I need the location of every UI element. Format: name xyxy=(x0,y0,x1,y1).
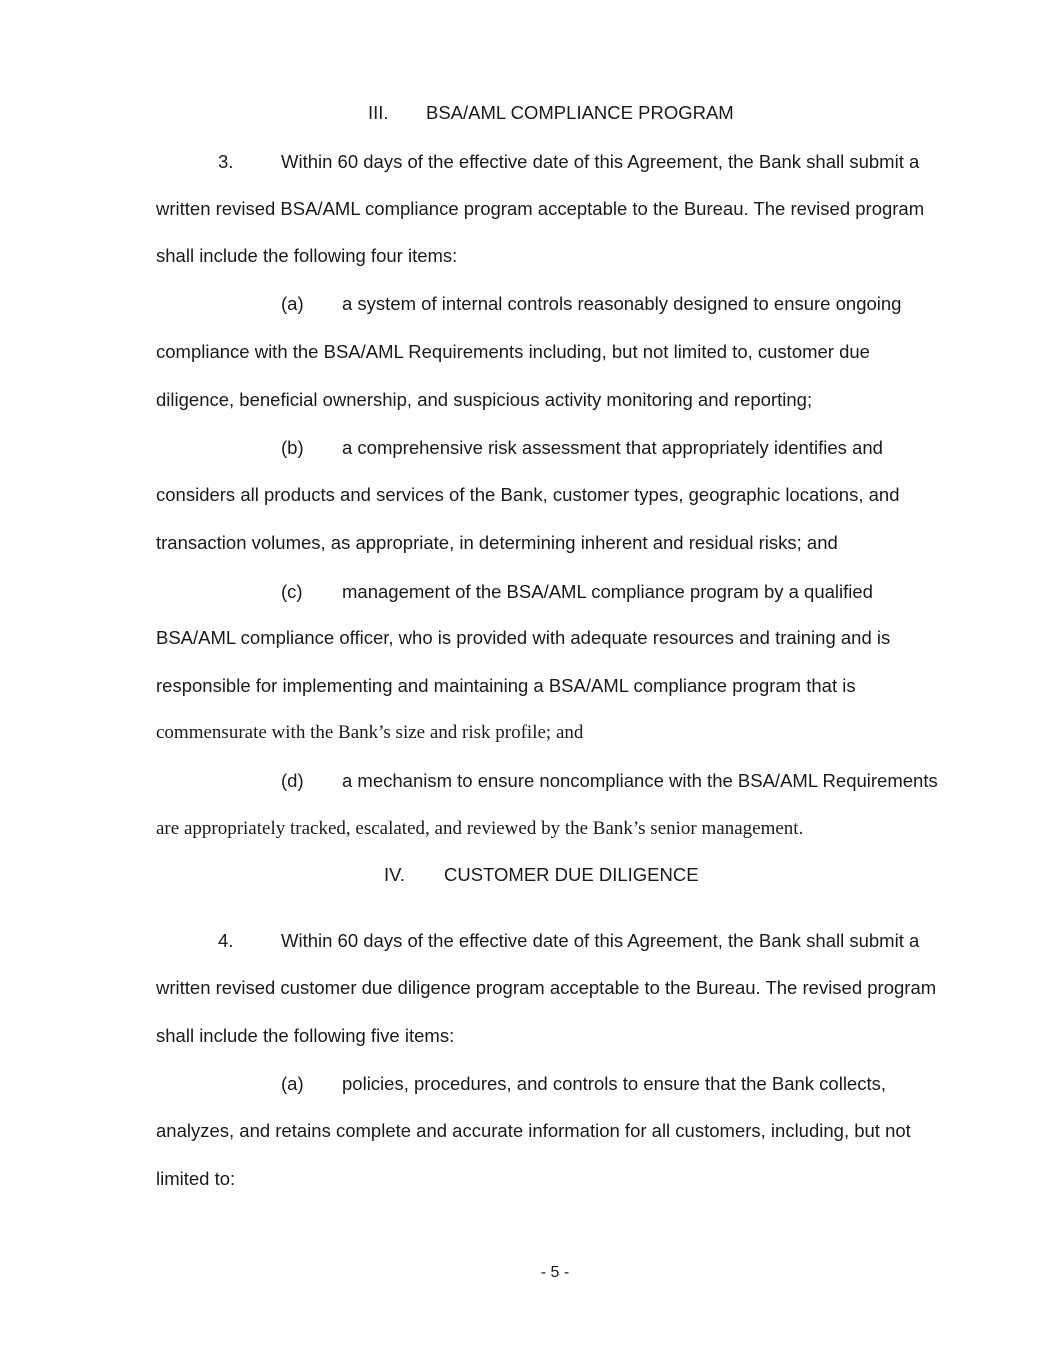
item-line: management of the BSA/AML compliance program by a qualified xyxy=(342,581,873,602)
paragraph-line: written revised customer due diligence program acceptable to the Bureau. The revised program xyxy=(156,977,937,998)
paragraph-line: Within 60 days of the effective date of this Agreement, the Bank shall submit a xyxy=(281,151,920,172)
item-line: a mechanism to ensure noncompliance with the BSA/AML Requirements xyxy=(342,770,938,791)
item-label: (b) xyxy=(281,437,304,458)
item-line: a comprehensive risk assessment that appropriately identifies and xyxy=(342,437,883,458)
paragraph-line: shall include the following five items: xyxy=(156,1025,455,1046)
page-number: - 5 - xyxy=(540,1264,570,1281)
paragraph-line: Within 60 days of the effective date of this Agreement, the Bank shall submit a xyxy=(281,930,920,951)
paragraph-line: written revised BSA/AML compliance program acceptable to the Bureau. The revised program xyxy=(156,198,925,219)
section-numeral: IV. xyxy=(384,864,405,885)
item-line: considers all products and services of the Bank, customer types, geographic locations, and xyxy=(156,484,900,505)
item-label: (a) xyxy=(281,293,304,314)
item-line: are appropriately tracked, escalated, and reviewed by the Bank’s senior management. xyxy=(156,818,804,839)
section-heading-iii xyxy=(368,101,734,125)
section-heading-iv xyxy=(384,863,699,887)
item-label: (d) xyxy=(281,770,304,791)
item-line: commensurate with the Bank’s size and risk profile; and xyxy=(156,722,584,743)
item-line: a system of internal controls reasonably designed to ensure ongoing xyxy=(342,293,902,314)
item-line: analyzes, and retains complete and accurate information for all customers, including, but not xyxy=(156,1120,911,1141)
item-line: compliance with the BSA/AML Requirements including, but not limited to, customer due xyxy=(156,341,870,362)
item-line: responsible for implementing and maintaining a BSA/AML compliance program that is xyxy=(156,675,856,696)
item-line: diligence, beneficial ownership, and suspicious activity monitoring and reporting; xyxy=(156,389,813,410)
item-label: (c) xyxy=(281,581,303,602)
item-line: BSA/AML compliance officer, who is provided with adequate resources and training and is xyxy=(156,627,891,648)
item-line: transaction volumes, as appropriate, in determining inherent and residual risks; and xyxy=(156,532,838,553)
item-line: limited to: xyxy=(156,1168,236,1189)
section-title: CUSTOMER DUE DILIGENCE xyxy=(444,864,699,885)
paragraph-number: 3. xyxy=(218,151,234,172)
section-numeral: III. xyxy=(368,102,389,123)
paragraph-line: shall include the following four items: xyxy=(156,245,458,266)
paragraph-number: 4. xyxy=(218,930,234,951)
section-title: BSA/AML COMPLIANCE PROGRAM xyxy=(426,102,734,123)
item-line: policies, procedures, and controls to ensure that the Bank collects, xyxy=(342,1073,886,1094)
item-label: (a) xyxy=(281,1073,304,1094)
